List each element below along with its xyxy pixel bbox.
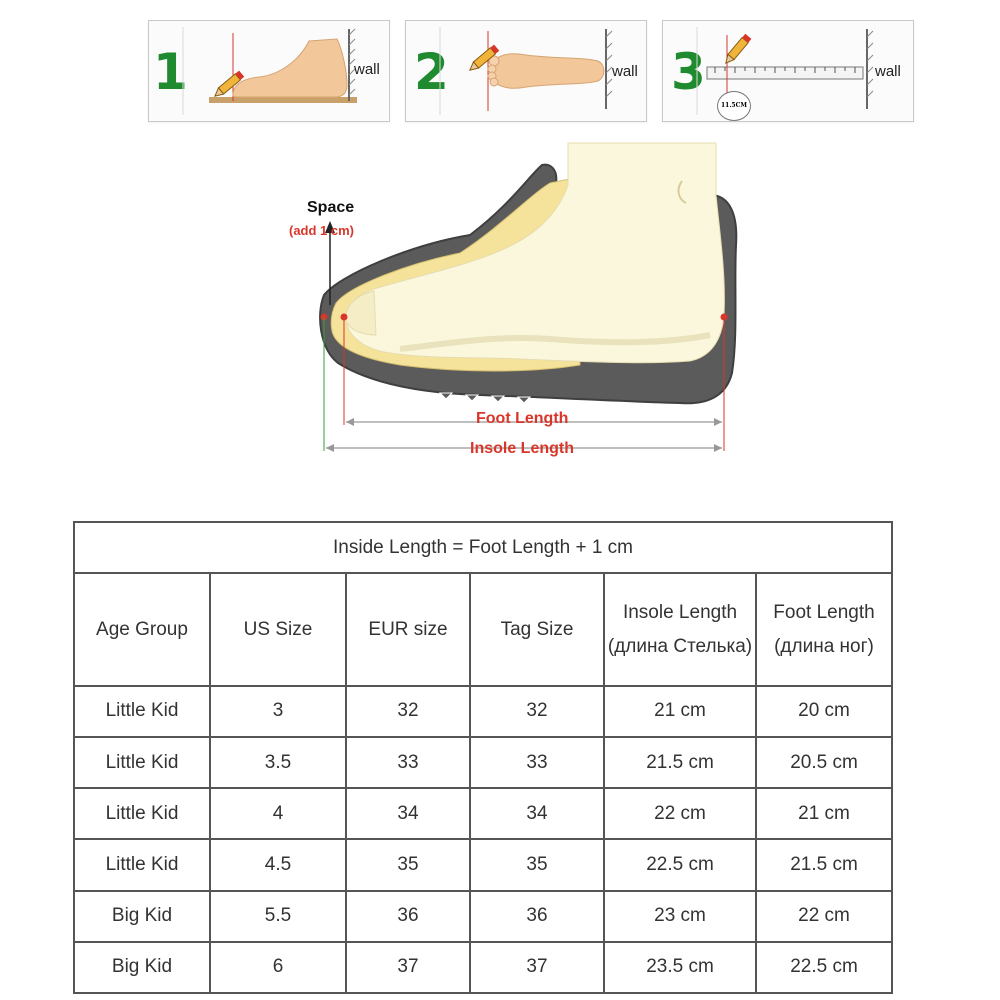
- table-row: [74, 942, 892, 993]
- cell-age-group: Little Kid: [74, 839, 210, 890]
- header-eur-size: EUR size: [346, 573, 470, 686]
- cell-us-size: 3.5: [210, 737, 346, 788]
- cell-us-size: 4: [210, 788, 346, 839]
- cell-us-size: 4.5: [210, 839, 346, 890]
- cell-us-size: 6: [210, 942, 346, 993]
- cell-age-group: Little Kid: [74, 788, 210, 839]
- step-panel-2: [405, 20, 647, 122]
- table-row: [74, 788, 892, 839]
- cell-tag-size: 32: [470, 686, 604, 737]
- header-foot-length-ru: (длина ног): [774, 635, 874, 657]
- header-insole-length-ru: (длина Стелька): [607, 635, 753, 657]
- cell-age-group: Little Kid: [74, 686, 210, 737]
- header-tag-size: Tag Size: [470, 573, 604, 686]
- table-row: [74, 839, 892, 890]
- cell-age-group: Big Kid: [74, 891, 210, 942]
- insole-length-label: Insole Length: [470, 440, 574, 457]
- cell-eur-size: 33: [346, 737, 470, 788]
- header-insole-length: [604, 573, 756, 686]
- step-panel-1: [148, 20, 390, 122]
- cell-insole-length: 22 cm: [604, 788, 756, 839]
- cell-foot-length: 20 cm: [756, 686, 892, 737]
- step-number: 2: [414, 43, 449, 101]
- wall-label: wall: [612, 63, 638, 80]
- cell-eur-size: 32: [346, 686, 470, 737]
- cell-tag-size: 35: [470, 839, 604, 890]
- table-row: [74, 891, 892, 942]
- table-row: [74, 686, 892, 737]
- header-insole-length-en: Insole Length: [622, 601, 738, 623]
- shoe-fit-diagram: [280, 135, 760, 475]
- header-age-group: Age Group: [74, 573, 210, 686]
- cell-insole-length: 23 cm: [604, 891, 756, 942]
- cell-eur-size: 34: [346, 788, 470, 839]
- cell-foot-length: 21.5 cm: [756, 839, 892, 890]
- space-label: Space: [307, 199, 355, 216]
- measurement-badge: 11.5CM: [717, 91, 751, 121]
- foot-against-wall-illustration: [149, 21, 389, 121]
- header-us-size: US Size: [210, 573, 346, 686]
- cell-foot-length: 22 cm: [756, 891, 892, 942]
- cell-insole-length: 21.5 cm: [604, 737, 756, 788]
- step-number: 3: [671, 43, 706, 101]
- table-row: [74, 737, 892, 788]
- cell-foot-length: 21 cm: [756, 788, 892, 839]
- space-sublabel: (add 1 cm): [289, 223, 355, 238]
- header-foot-length-en: Foot Length: [773, 601, 875, 623]
- cell-tag-size: 36: [470, 891, 604, 942]
- cell-tag-size: 34: [470, 788, 604, 839]
- step-number: 1: [153, 43, 188, 101]
- cell-insole-length: 21 cm: [604, 686, 756, 737]
- wall-label: wall: [354, 61, 380, 78]
- header-foot-length: [756, 573, 892, 686]
- step-panel-3: [662, 20, 914, 122]
- size-chart-table: [73, 521, 893, 994]
- cell-foot-length: 20.5 cm: [756, 737, 892, 788]
- cell-us-size: 3: [210, 686, 346, 737]
- cell-foot-length: 22.5 cm: [756, 942, 892, 993]
- cell-tag-size: 37: [470, 942, 604, 993]
- cell-insole-length: 23.5 cm: [604, 942, 756, 993]
- table-header-row: [74, 573, 892, 686]
- foot-tracing-illustration: [406, 21, 646, 121]
- cell-age-group: Little Kid: [74, 737, 210, 788]
- cell-eur-size: 36: [346, 891, 470, 942]
- cell-us-size: 5.5: [210, 891, 346, 942]
- wall-label: wall: [875, 63, 901, 80]
- foot-length-label: Foot Length: [476, 410, 569, 427]
- cell-age-group: Big Kid: [74, 942, 210, 993]
- cell-insole-length: 22.5 cm: [604, 839, 756, 890]
- cell-eur-size: 35: [346, 839, 470, 890]
- cell-tag-size: 33: [470, 737, 604, 788]
- cell-eur-size: 37: [346, 942, 470, 993]
- table-caption: Inside Length = Foot Length + 1 cm: [74, 522, 892, 573]
